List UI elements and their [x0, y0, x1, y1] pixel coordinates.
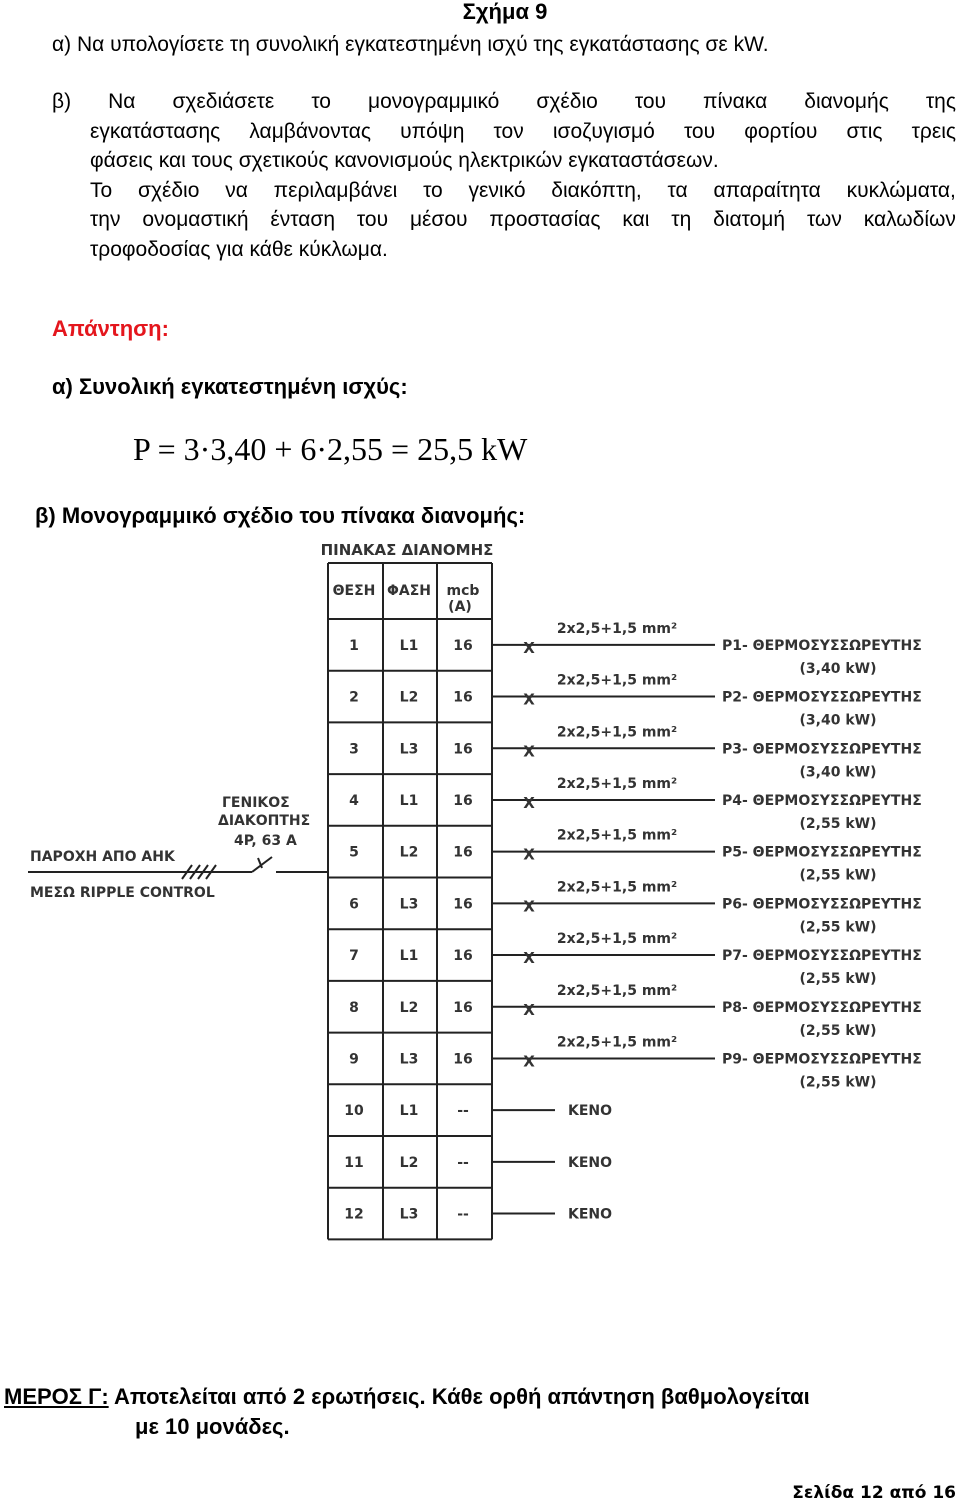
breaker-mark: X [523, 690, 535, 709]
word: ισοζυγισμό [552, 119, 655, 143]
word: του [683, 119, 716, 143]
row-position: 10 [344, 1103, 364, 1120]
row-position: 9 [349, 1051, 359, 1068]
row-phase: L2 [399, 844, 419, 861]
row-phase: L1 [399, 1103, 419, 1120]
question-b-line [52, 205, 956, 235]
breaker-mark: X [523, 949, 535, 968]
word: τον [493, 119, 524, 143]
breaker-mark: X [523, 1052, 535, 1071]
answer-heading: Απάντηση: [52, 316, 169, 341]
row-phase: L3 [399, 1206, 419, 1223]
row-mcb: 16 [453, 896, 473, 913]
row-mcb: 16 [453, 1051, 473, 1068]
load-power: (2,55 kW) [799, 815, 877, 832]
row-mcb: 16 [453, 689, 473, 706]
row-position: 12 [344, 1206, 364, 1223]
word: τη [671, 208, 692, 231]
load-power: (2,55 kW) [799, 1074, 877, 1091]
cable-label: 2x2,5+1,5 mm² [556, 931, 678, 948]
spare-label: ΚΕΝΟ [568, 1154, 613, 1171]
word: διατομή [713, 208, 786, 231]
supply-label-2: ΜΕΣΩ RIPPLE CONTROL [30, 885, 215, 901]
word: καλωδίων [863, 208, 956, 231]
panel-title: ΠΙΝΑΚΑΣ ΔΙΑΝΟΜΗΣ [320, 541, 494, 559]
row-position: 3 [349, 741, 359, 758]
question-b-line [52, 176, 956, 206]
row-mcb: 16 [453, 741, 473, 758]
figure-caption: Σχήμα 9 [462, 0, 548, 24]
word: διακόπτη, [551, 178, 642, 202]
word: σχέδιο [138, 178, 200, 202]
load-power: (3,40 kW) [799, 712, 877, 729]
breaker-mark: X [523, 897, 535, 916]
breaker-mark: X [523, 845, 535, 864]
row-position: 11 [344, 1154, 364, 1171]
word: Να [108, 90, 136, 113]
row-phase: L1 [399, 792, 419, 809]
word: β) [52, 90, 72, 113]
section-a-heading: α) Συνολική εγκατεστημένη ισχύς: [52, 374, 408, 399]
part-c-line-2: με 10 μονάδες. [135, 1414, 290, 1439]
row-phase: L2 [399, 1154, 419, 1171]
cable-label: 2x2,5+1,5 mm² [556, 827, 678, 844]
load-label: P1- ΘΕΡΜΟΣΥΣΣΩΡΕΥΤΗΣ [722, 637, 922, 654]
question-b-line [52, 117, 956, 147]
cable-label: 2x2,5+1,5 mm² [556, 724, 678, 741]
row-phase: L3 [399, 741, 419, 758]
spare-label: ΚΕΝΟ [568, 1206, 613, 1223]
word: πίνακα [703, 90, 768, 113]
breaker-mark: X [523, 742, 535, 761]
question-b-line [52, 87, 956, 117]
cable-label: 2x2,5+1,5 mm² [556, 620, 678, 637]
word: εγκατάστασης [90, 119, 221, 143]
word: του [634, 90, 666, 113]
row-phase: L2 [399, 689, 419, 706]
question-b [52, 87, 956, 264]
word: και [622, 208, 650, 231]
question-a: α) Να υπολογίσετε τη συνολική εγκατεστημένη ισχύ της εγκατάστασης σε kW. [52, 33, 769, 56]
load-label: P3- ΘΕΡΜΟΣΥΣΣΩΡΕΥΤΗΣ [722, 741, 922, 758]
row-phase: L3 [399, 1051, 419, 1068]
word: περιλαμβάνει [273, 178, 398, 202]
word: σχέδιο [536, 90, 598, 113]
row-mcb: 16 [453, 792, 473, 809]
load-label: P2- ΘΕΡΜΟΣΥΣΣΩΡΕΥΤΗΣ [722, 689, 922, 706]
cable-label: 2x2,5+1,5 mm² [556, 879, 678, 896]
single-line-diagram [0, 535, 960, 1245]
word: μέσου [409, 208, 468, 231]
word: γενικό [468, 178, 526, 202]
row-mcb: 16 [453, 948, 473, 965]
load-label: P4- ΘΕΡΜΟΣΥΣΣΩΡΕΥΤΗΣ [722, 792, 922, 809]
load-label: P9- ΘΕΡΜΟΣΥΣΣΩΡΕΥΤΗΣ [722, 1051, 922, 1068]
row-phase: L1 [399, 637, 419, 654]
word: το [311, 90, 331, 113]
circuit-rows [344, 621, 922, 1223]
row-position: 2 [349, 689, 359, 706]
row-mcb: -- [457, 1103, 469, 1120]
breaker-mark: X [523, 793, 535, 812]
word: την [90, 208, 121, 231]
header-position: ΘΕΣΗ [332, 583, 376, 599]
word: να [225, 178, 248, 202]
question-b-line: τροφοδοσίας για κάθε κύκλωμα. [90, 237, 388, 261]
supply-label: ΠΑΡΟΧΗ ΑΠΟ ΑΗΚ [30, 849, 175, 865]
section-b-heading: β) Μονογραμμικό σχέδιο του πίνακα διανομής: [35, 503, 526, 528]
row-mcb: 16 [453, 999, 473, 1016]
spare-label: ΚΕΝΟ [568, 1103, 613, 1120]
word: τα [667, 178, 688, 202]
word: των [806, 208, 842, 231]
word: λαμβάνοντας [249, 119, 371, 143]
word: ένταση [270, 208, 336, 231]
load-label: P8- ΘΕΡΜΟΣΥΣΣΩΡΕΥΤΗΣ [722, 999, 922, 1016]
word: της [925, 90, 956, 113]
word: σχεδιάσετε [172, 90, 275, 113]
word: στις [846, 119, 883, 143]
word: τρεις [911, 119, 956, 143]
header-phase: ΦΑΣΗ [386, 583, 432, 599]
part-c-label: ΜΕΡΟΣ Γ: [4, 1384, 109, 1409]
load-power: (2,55 kW) [799, 919, 877, 936]
breaker-mark: X [523, 1000, 535, 1019]
question-b-line: φάσεις και τους σχετικούς κανονισμούς ηλεκτρικών εγκαταστάσεων. [90, 149, 719, 172]
cable-label: 2x2,5+1,5 mm² [556, 672, 678, 689]
main-switch-label-2: ΔΙΑΚΟΠΤΗΣ [218, 813, 311, 829]
row-phase: L2 [399, 999, 419, 1016]
row-mcb: 16 [453, 844, 473, 861]
main-switch-rating: 4P, 63 A [234, 833, 297, 849]
load-power: (3,40 kW) [799, 764, 877, 781]
row-mcb: -- [457, 1154, 469, 1171]
row-mcb: 16 [453, 637, 473, 654]
cable-label: 2x2,5+1,5 mm² [556, 982, 678, 999]
row-phase: L3 [399, 896, 419, 913]
part-c-line [4, 1384, 810, 1410]
word: κυκλώματα, [846, 178, 956, 202]
word: απαραίτητα [713, 178, 821, 202]
load-power: (3,40 kW) [799, 660, 877, 677]
row-position: 8 [349, 999, 359, 1016]
main-switch-label: ΓΕΝΙΚΟΣ [222, 795, 290, 811]
row-position: 7 [349, 948, 359, 965]
part-c-text: Αποτελείται από 2 ερωτήσεις. Κάθε ορθή απάντηση βαθμολογείται [108, 1384, 810, 1409]
load-label: P6- ΘΕΡΜΟΣΥΣΣΩΡΕΥΤΗΣ [722, 896, 922, 913]
page-number: Σελίδα 12 από 16 [792, 1483, 956, 1503]
breaker-mark: X [523, 638, 535, 657]
load-power: (2,55 kW) [799, 1022, 877, 1039]
load-label: P7- ΘΕΡΜΟΣΥΣΣΩΡΕΥΤΗΣ [722, 948, 922, 965]
row-position: 6 [349, 896, 359, 913]
word: προστασίας [489, 208, 601, 231]
word: του [356, 208, 389, 231]
load-label: P5- ΘΕΡΜΟΣΥΣΣΩΡΕΥΤΗΣ [722, 844, 922, 861]
word: υπόψη [400, 119, 465, 143]
load-power: (2,55 kW) [799, 971, 877, 988]
word: ονομαστική [142, 208, 249, 231]
row-position: 5 [349, 844, 359, 861]
power-formula: P = 3·3,40 + 6·2,55 = 25,5 kW [133, 431, 528, 467]
header-mcb: mcb [446, 583, 480, 599]
cable-label: 2x2,5+1,5 mm² [556, 1034, 678, 1051]
row-mcb: -- [457, 1206, 469, 1223]
word: Το [90, 178, 113, 202]
row-position: 1 [349, 637, 359, 654]
word: φορτίου [744, 119, 818, 143]
row-phase: L1 [399, 948, 419, 965]
cable-label: 2x2,5+1,5 mm² [556, 775, 678, 792]
word: μονογραμμικό [368, 90, 500, 113]
header-amps: (A) [448, 599, 472, 615]
word: διανομής [804, 90, 889, 113]
main-switch-symbol [252, 857, 272, 872]
load-power: (2,55 kW) [799, 867, 877, 884]
row-position: 4 [349, 792, 359, 809]
word: το [423, 178, 443, 202]
